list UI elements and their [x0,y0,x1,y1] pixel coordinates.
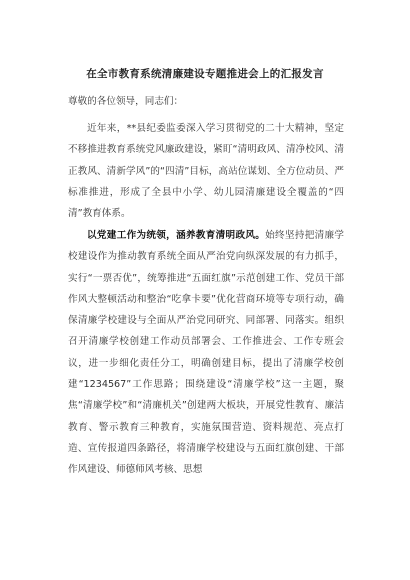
document-title: 在全市教育系统清廉建设专题推进会上的汇报发言 [86,68,324,80]
paragraph-body: 始终坚持把清廉学校建设作为推动教育系统全面从严治党向纵深发展的有力抓手，实行“一票否优”，统筹推进“五面红旗”示范创建工作、党员干部作风大整顿活动和整治“吃拿卡要”优化营商环境等专项行动，确保清廉学校建设与全面从严治党同研究、同部署、同落实。组织召开清廉学校创建工作动员部署会、工作推进会、工作专班会议，进一步细化责任分工，明确创建目标，提出了清廉学校创建“1234567”工作思路；围绕建设“清廉学校”这一主题，聚焦“清廉学校”和“清廉机关”创建两大板块，开展党性教育、廉洁教育、警示教育三种教育，实施氛围营造、资料规范、亮点打造、宣传报道四条路径，将清廉学校建设与五面红旗创建、干部作风建设、师德师风考核、思想 [68,230,345,476]
paragraph-intro [68,118,344,224]
paragraph-lead: 以党建工作为统领，涵养教育清明政风。 [87,230,266,241]
paragraph-party-building [68,225,344,481]
salutation: 尊敬的各位领导，同志们： [68,96,184,107]
paragraph-body: 近年来，**县纪委监委深入学习贯彻党的二十大精神，坚定不移推进教育系统党风廉政建设，紧盯“清明政风、清净校风、清正教风、清新学风”的“四清”目标，高站位谋划、全方位动员、严标准推进，形成了全县中小学、幼儿园清廉建设全覆盖的“四清”教育体系。 [68,123,344,220]
